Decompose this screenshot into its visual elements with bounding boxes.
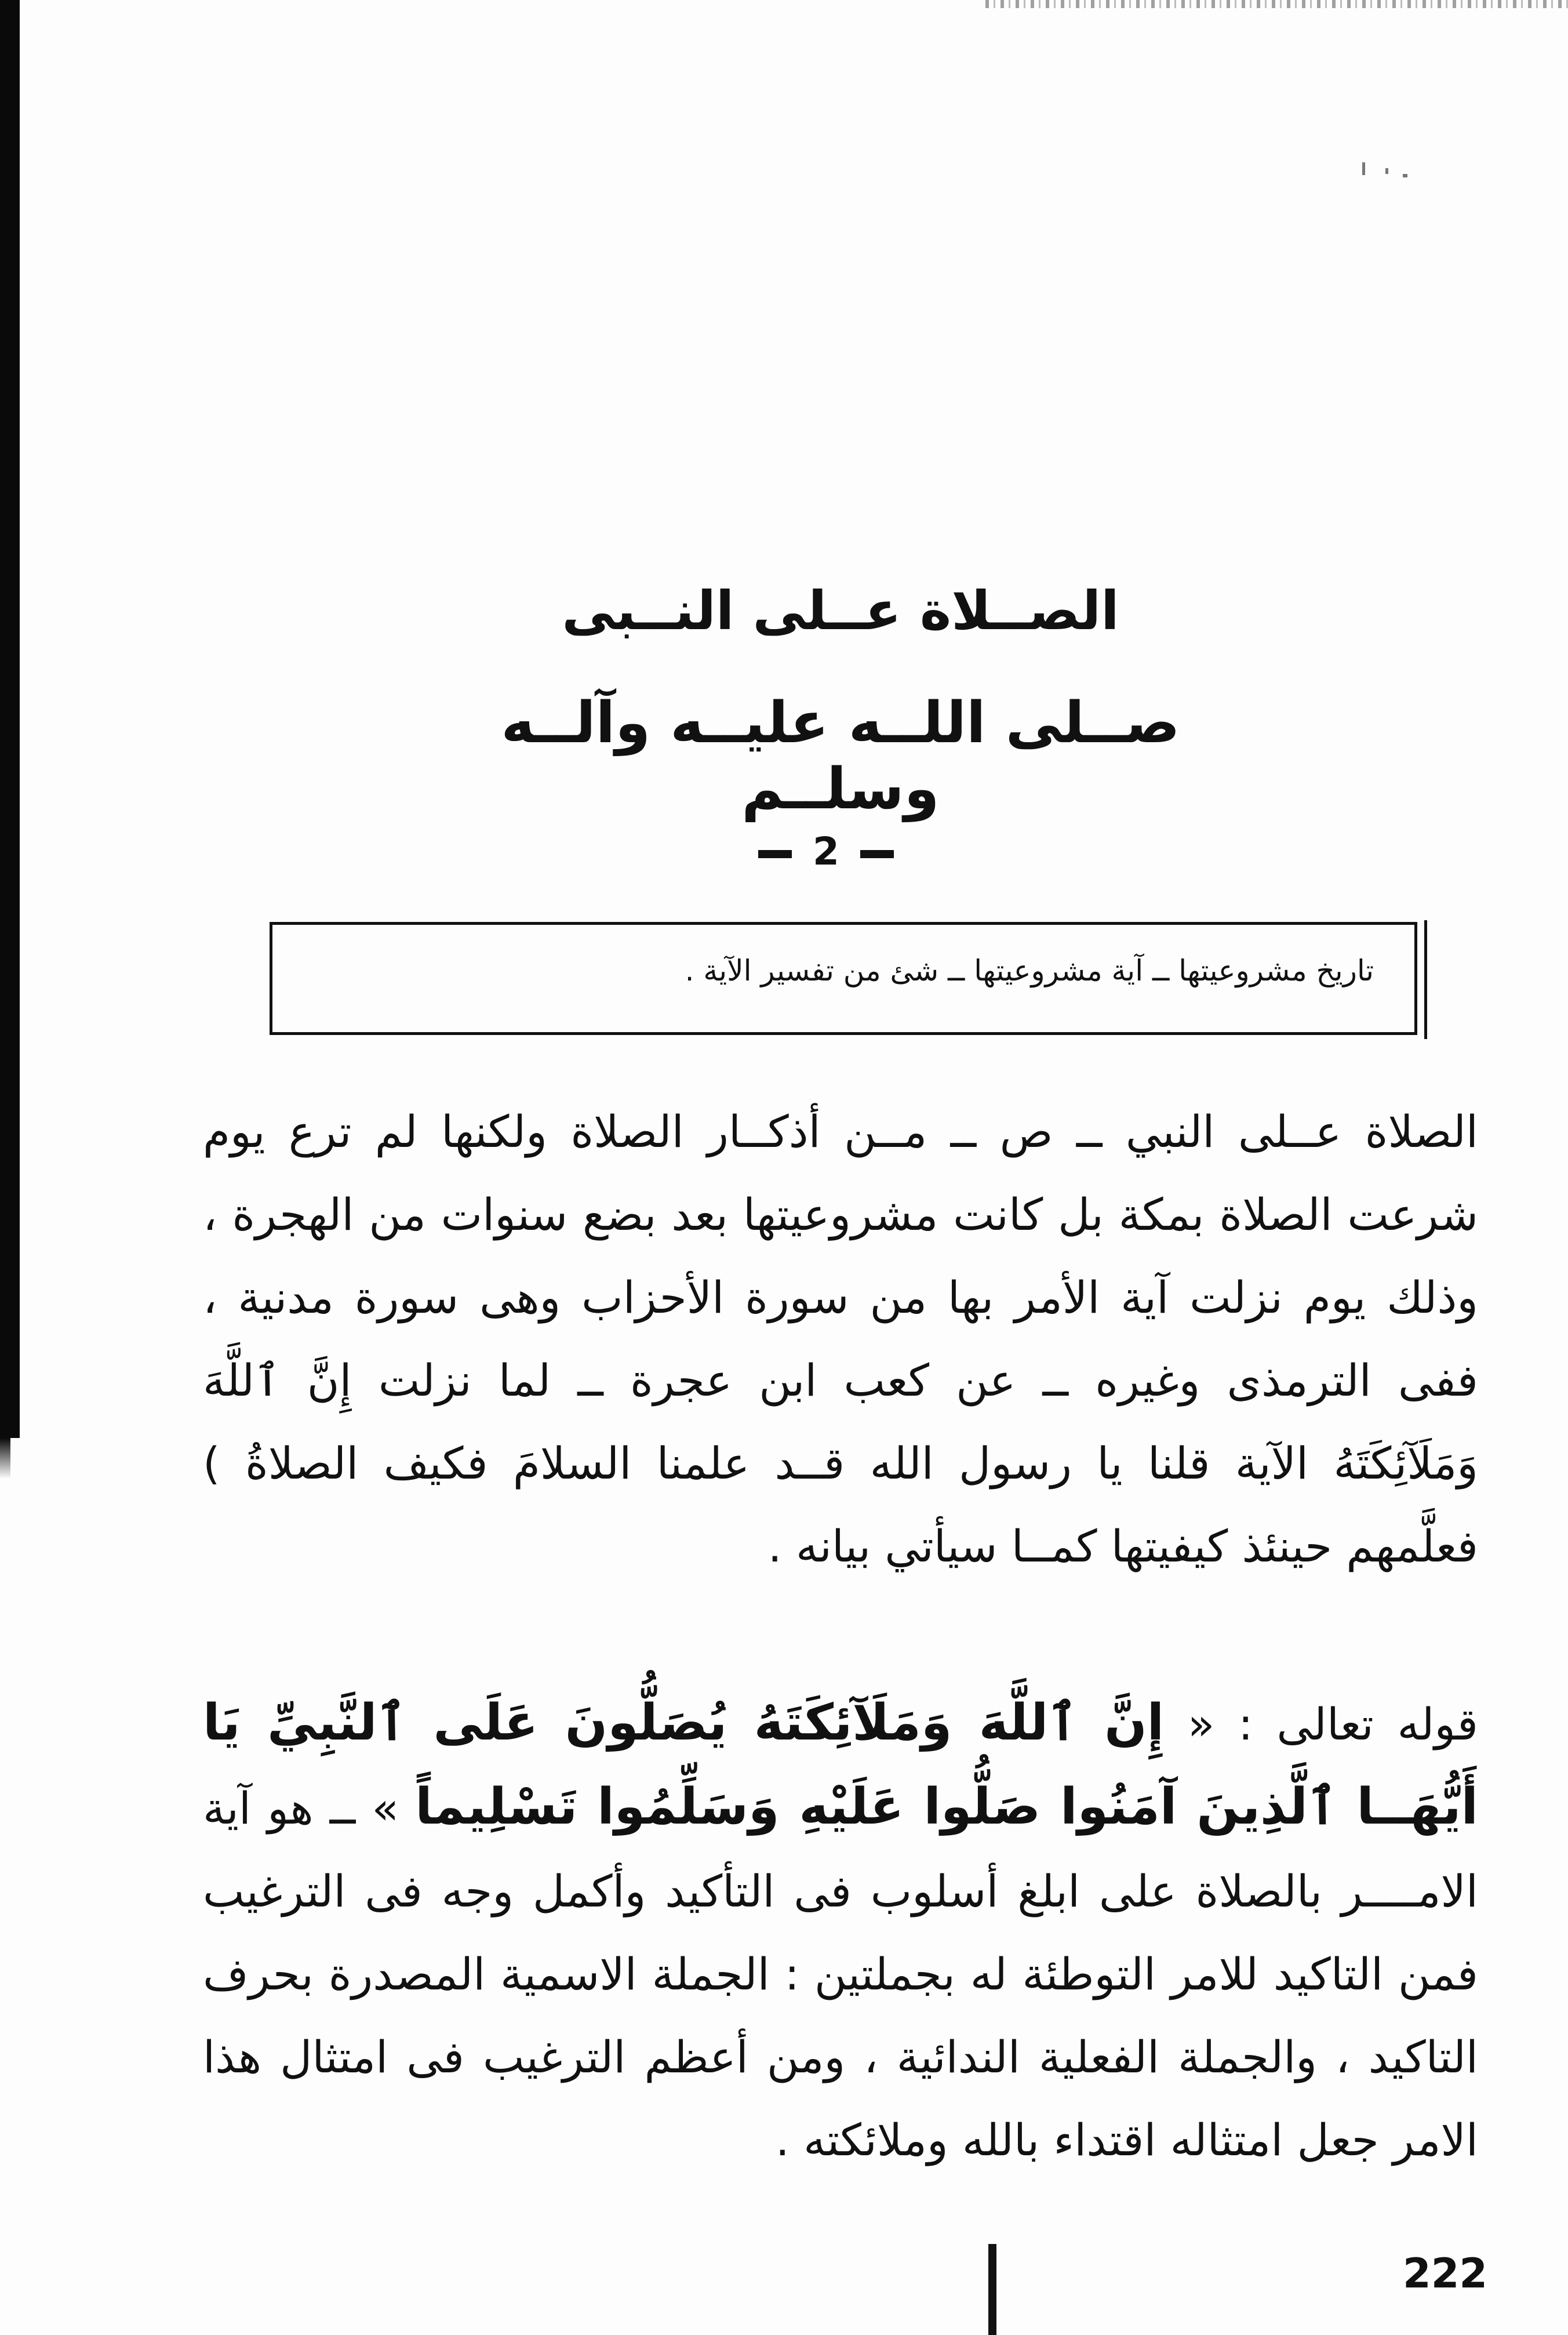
verse-lead: قوله تعالى : « xyxy=(1187,1698,1478,1750)
scan-bottom-mark xyxy=(988,2244,996,2335)
chapter-subtitle: صــلى اللــه عليــه وآلــه وسلــم xyxy=(501,690,1180,822)
paragraph-history: الصلاة عــلى النبي ــ ص ــ مــن أذكــار الصلاة ولكنها لم ترع يوم شرعت الصلاة بمكة بل كانت مشروعيتها بعد بضع سنوات من الهجرة ، وذلك يوم نزلت آية الأمر بها من سورة الأحزاب وهى سورة مدنية ، ففى الترمذى وغيره ــ عن كعب ابن عجرة ــ لما نزلت إِنَّ ٱللَّهَ وَمَلَآئِكَتَهُ الآية قلنا يا رسول الله قــد علمنا السلامَ فكيف الصلاةُ ) فعلَّمهم حينئذ كيفيتها كمــا سيأتي بيانه . xyxy=(203,1106,1478,1572)
scan-edge-shadow xyxy=(0,0,20,1438)
page-number: 222 xyxy=(1403,2250,1488,2297)
chapter-title: الصــلاة عــلى النــبى xyxy=(562,580,1119,642)
dash-right xyxy=(860,850,894,858)
verse-commentary: » ــ هو آية الامــــر بالصلاة على ابلغ أسلوب فى التأكيد وأكمل وجه فى الترغيب فمن التاكيد للامر التوطئة له بجملتين : الجملة الاسمية المصدرة بحرف التاكيد ، والجملة الفعلية الندائية ، ومن أعظم الترغيب فى امتثال هذا الامر جعل امتثاله اقتداء بالله وملائكته . xyxy=(203,1782,1478,2166)
summary-box xyxy=(270,922,1417,1035)
scan-top-noise xyxy=(985,0,1568,8)
scan-edge-shadow-tail xyxy=(0,1438,10,1479)
part-number xyxy=(725,829,927,874)
paragraph-verse-commentary xyxy=(203,1682,1478,2181)
summary-text: تاريخ مشروعيتها ــ آية مشروعيتها ــ شئ من تفسير الآية . xyxy=(685,954,1374,987)
quran-verse: إِنَّ ٱللَّهَ وَمَلَآئِكَتَهُ يُصَلُّونَ عَلَى ٱلنَّبِيِّ يَا أَيُّهَــا ٱلَّذِينَ آمَنُوا صَلُّوا عَلَيْهِ وَسَلِّمُوا تَسْلِيماً xyxy=(203,1694,1478,1836)
dash-left xyxy=(758,850,792,858)
part-number-value: 2 xyxy=(813,829,839,874)
scan-specks xyxy=(1356,157,1426,191)
